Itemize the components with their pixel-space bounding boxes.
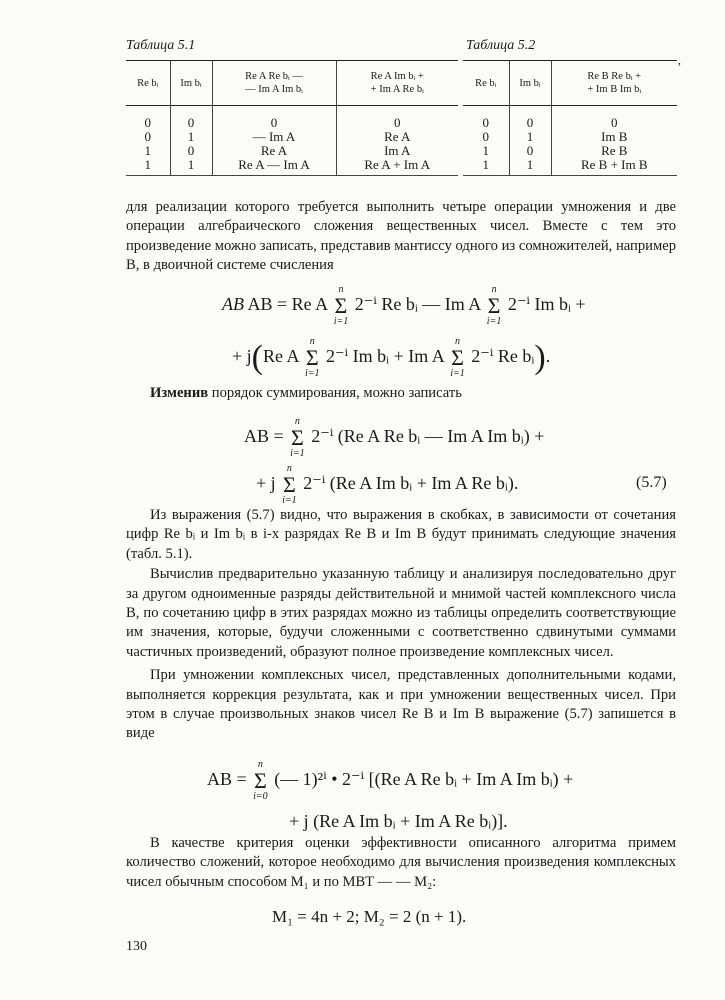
- table2-cell: 1: [482, 143, 489, 158]
- sum-symbol: n Σ i=1: [290, 416, 305, 459]
- table2-cell: 0: [509, 106, 551, 131]
- table1-cell: 0: [336, 106, 458, 131]
- table2-cell: 0: [551, 106, 677, 131]
- table1-cell: Re A: [212, 144, 336, 158]
- table1-cell: 0: [170, 106, 212, 131]
- table2-row: [463, 106, 677, 131]
- table1-cell: 0: [212, 106, 336, 131]
- table1-header-0: Re bᵢ: [126, 61, 170, 106]
- table1-header-3: Re A Im bᵢ + + Im A Re bᵢ: [336, 61, 458, 106]
- paragraph-6: В качестве критерия оценки эффективности описанного алгоритма примем количество сложений, которое необходимо для вычисления произведения комплексных чисел обычным способом M₁ и по МВТ — — M₂:: [126, 835, 676, 890]
- margin-mark: ,: [678, 53, 681, 67]
- equation-3-line-2: + j (Re A Im bᵢ + Im A Re bᵢ)].: [289, 811, 508, 831]
- equation-number: (5.7): [636, 474, 667, 491]
- paragraph-1: для реализации которого требуется выполнить четыре операции умножения и две операции алгебраического сложения вещественных чисел. Вместе с тем это произведение можно записать, представив мантиссу одного из сомножителей, например B, в двоичной системе счисления: [126, 199, 676, 274]
- table1-cell: Re A: [336, 130, 458, 144]
- table-5-1: [126, 60, 458, 176]
- table2-caption: Таблица 5.2: [466, 38, 536, 53]
- equation-1-line-2: + j(Re A n Σ i=1 2⁻ⁱ Im bᵢ + Im A n Σ i=1 2⁻ⁱ Re bᵢ).: [232, 336, 551, 379]
- equation-4: M₁ = 4n + 2; M₂ = 2 (n + 1).: [272, 907, 467, 926]
- sum-symbol: n Σ i=1: [486, 284, 502, 327]
- table2-header-1: Im bᵢ: [509, 61, 551, 106]
- table2-row: [463, 158, 677, 176]
- table2-cell: Re B + Im B: [551, 158, 677, 176]
- sum-symbol: n Σ i=1: [450, 336, 465, 379]
- sum-symbol: n Σ i=0: [253, 759, 268, 802]
- table-5-2: [463, 60, 677, 176]
- equation-2-line-1: AB = n Σ i=1 2⁻ⁱ (Re A Re bᵢ — Im A Im bᵢ) +: [244, 416, 545, 459]
- table1-cell: — Im A: [212, 130, 336, 144]
- table1-row: [126, 158, 458, 176]
- paragraphs-3-5: Из выражения (5.7) видно, что выражения в скобках, в зависимости от сочетания цифр Re bᵢ и Im bᵢ в i-х разрядах Re B и Im B будут принимать следующие значения (табл. 5.1). Вычислив предварительно указанную таблицу и анализируя последовательно друг за другом одноименные разряды действительной и мнимой частей комплексного числа B, по сочетанию цифр в этих разрядах можно из таблицы определить соответствующие им значения, которые, будучи сложенными с соответственно сдвинутыми суммами частичных произведений, образуют полное произведение комплексных чисел. При умножении комплексных чисел, представленных дополнительными кодами, выполняется коррекция результата, как и при умножении вещественных чисел. При этом в случае произвольных знаков чисел Re B и Im B выражение (5.7) запишется в виде: [126, 507, 676, 742]
- page-number: 130: [126, 939, 147, 954]
- table2-cell: 1: [463, 158, 509, 176]
- table1-caption: Таблица 5.1: [126, 38, 196, 53]
- table1-cell: Re A — Im A: [212, 158, 336, 176]
- table2-cell: Im B: [551, 130, 677, 144]
- table2-cell: 0: [482, 115, 489, 130]
- table1-header-1: Im bᵢ: [170, 61, 212, 106]
- table1-row: [126, 106, 458, 131]
- table1-cell: Re A + Im A: [336, 158, 458, 176]
- table2-cell: Re B: [551, 144, 677, 158]
- table1-cell: 0: [144, 115, 151, 130]
- sum-symbol: n Σ i=1: [282, 463, 297, 506]
- table1-cell: 1: [170, 130, 212, 144]
- table1-cell: 0: [170, 144, 212, 158]
- equation-2-line-2: + j n Σ i=1 2⁻ⁱ (Re A Im bᵢ + Im A Re bᵢ).: [256, 463, 519, 506]
- table2-header-2: Re B Re bᵢ + + Im B Im bᵢ: [551, 61, 677, 106]
- table1-row: [126, 144, 458, 158]
- sum-symbol: n Σ i=1: [333, 284, 349, 327]
- table1-header-2: Re A Re bᵢ — — Im A Im bᵢ: [212, 61, 336, 106]
- table1-cell: 1: [126, 158, 170, 176]
- table2-header-0: Re bᵢ: [463, 61, 509, 106]
- table2-cell: 0: [482, 129, 489, 144]
- table2-cell: 1: [509, 130, 551, 144]
- table2-cell: 0: [509, 144, 551, 158]
- table2-row: [463, 130, 677, 144]
- table1-row: [126, 130, 458, 144]
- table2-row: [463, 144, 677, 158]
- sum-symbol: n Σ i=1: [305, 336, 320, 379]
- paragraph-2: Изменив порядок суммирования, можно записать: [150, 385, 462, 401]
- table1-cell: 1: [170, 158, 212, 176]
- equation-3-line-1: AB = n Σ i=0 (— 1)²ⁱ • 2⁻ⁱ [(Re A Re bᵢ + Im A Im bᵢ) +: [207, 759, 574, 802]
- table2-cell: 1: [509, 158, 551, 176]
- table1-cell: 1: [144, 143, 151, 158]
- table1-cell: Im A: [336, 144, 458, 158]
- table1-cell: 0: [144, 129, 151, 144]
- equation-1-line-1: AB AB = Re A n Σ i=1 2⁻ⁱ Re bᵢ — Im A n Σ i=1 2⁻ⁱ Im bᵢ +: [222, 284, 586, 327]
